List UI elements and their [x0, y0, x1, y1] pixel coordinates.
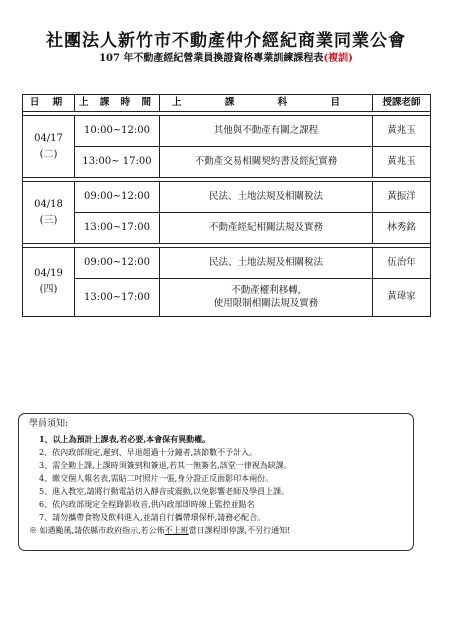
notice-item: 1、以上為預計上課表,若必要,本會保有異動權。 — [39, 434, 211, 444]
teacher-cell: 黃瑋家 — [373, 279, 431, 317]
notice-item: 2、依內政部規定,遲到、早退超過十分鐘者,該節數不予計入。 — [39, 448, 258, 457]
date-cell — [23, 182, 75, 244]
subtitle-refresher-tag: (複訓) — [323, 53, 353, 64]
document-title: 社團法人新竹市不動產仲介經紀商業同業公會 — [46, 31, 406, 51]
weekday-value: (二) — [39, 148, 58, 160]
subtitle-main: 107 年不動產經紀營業員換證資格專業訓練課程表 — [99, 53, 324, 64]
subject-cell: 其他與不動產有關之課程 — [160, 116, 373, 147]
teacher-cell: 黃兆玉 — [373, 147, 431, 178]
note-suffix: 當日課程即停課,不另行通知! — [188, 526, 291, 535]
time-cell: 13:00~ 17:00 — [75, 147, 160, 178]
notice-heading: 學員須知: — [29, 419, 69, 429]
header-teacher: 授課老師 — [373, 95, 431, 112]
note-underlined: 不上班 — [164, 526, 189, 535]
schedule-header-row — [23, 95, 431, 112]
typhoon-note — [29, 524, 403, 537]
notice-item: 6、依內政部規定全程錄影收音,供內政部即時線上監控並點名 — [39, 500, 255, 509]
table-row — [23, 279, 431, 317]
table-row — [23, 116, 431, 147]
notice-item: 5、進入教室,請將行動電話切入靜音或震動,以免影響老師及學員上課。 — [39, 487, 290, 496]
date-value: 04/18 — [34, 198, 63, 210]
header-date: 日 期 — [23, 95, 75, 112]
document-subtitle — [0, 49, 452, 64]
weekday-value: (三) — [39, 214, 58, 226]
header-time: 上 課 時 間 — [75, 95, 160, 112]
note-prefix: ※ 如遇颱風,請依縣市政府指示,若公佈 — [29, 526, 165, 535]
subject-line-1: 不動產權利移轉, — [231, 284, 301, 296]
table-row — [23, 213, 431, 244]
student-notice-box — [18, 413, 414, 551]
date-value: 04/17 — [34, 132, 63, 144]
header-subject: 上 課 科 目 — [160, 95, 373, 112]
subject-line-2: 使用限制相關法規及實務 — [213, 297, 319, 309]
time-cell: 10:00~12:00 — [75, 116, 160, 147]
table-row — [23, 147, 431, 178]
notice-item: 4、繳交個人報名表,需貼二吋照片一張,身分證正反面影印本兩份。 — [39, 474, 274, 483]
subject-cell: 不動產經紀相關法規及實務 — [160, 213, 373, 244]
teacher-cell: 伍治年 — [373, 248, 431, 279]
notice-item: 7、請勿攜帶食物及飲料進入,並請自行攜帶環保杯,請務必配合。 — [39, 513, 266, 522]
table-row — [23, 182, 431, 213]
date-cell — [23, 116, 75, 178]
date-cell — [23, 248, 75, 317]
time-cell: 13:00~17:00 — [75, 213, 160, 244]
subject-cell: 民法、土地法規及相關稅法 — [160, 182, 373, 213]
weekday-value: (四) — [39, 284, 58, 295]
teacher-cell: 林秀銘 — [373, 213, 431, 244]
date-value: 04/19 — [34, 268, 63, 279]
teacher-cell: 黃兆玉 — [373, 116, 431, 147]
schedule-table — [22, 94, 431, 317]
subject-cell: 民法、土地法規及相關稅法 — [160, 248, 373, 279]
table-row — [23, 248, 431, 279]
time-cell: 13:00~17:00 — [75, 279, 160, 317]
subject-cell — [160, 279, 373, 317]
teacher-cell: 黃振洋 — [373, 182, 431, 213]
notice-item: 3、需全勤上課,上課時須簽到和簽退,若其一無簽名,該堂一律視為缺課。 — [39, 461, 292, 470]
time-cell: 09:00~12:00 — [75, 182, 160, 213]
time-cell: 09:00~12:00 — [75, 248, 160, 279]
subject-cell: 不動產交易相關契約書及經紀實務 — [160, 147, 373, 178]
